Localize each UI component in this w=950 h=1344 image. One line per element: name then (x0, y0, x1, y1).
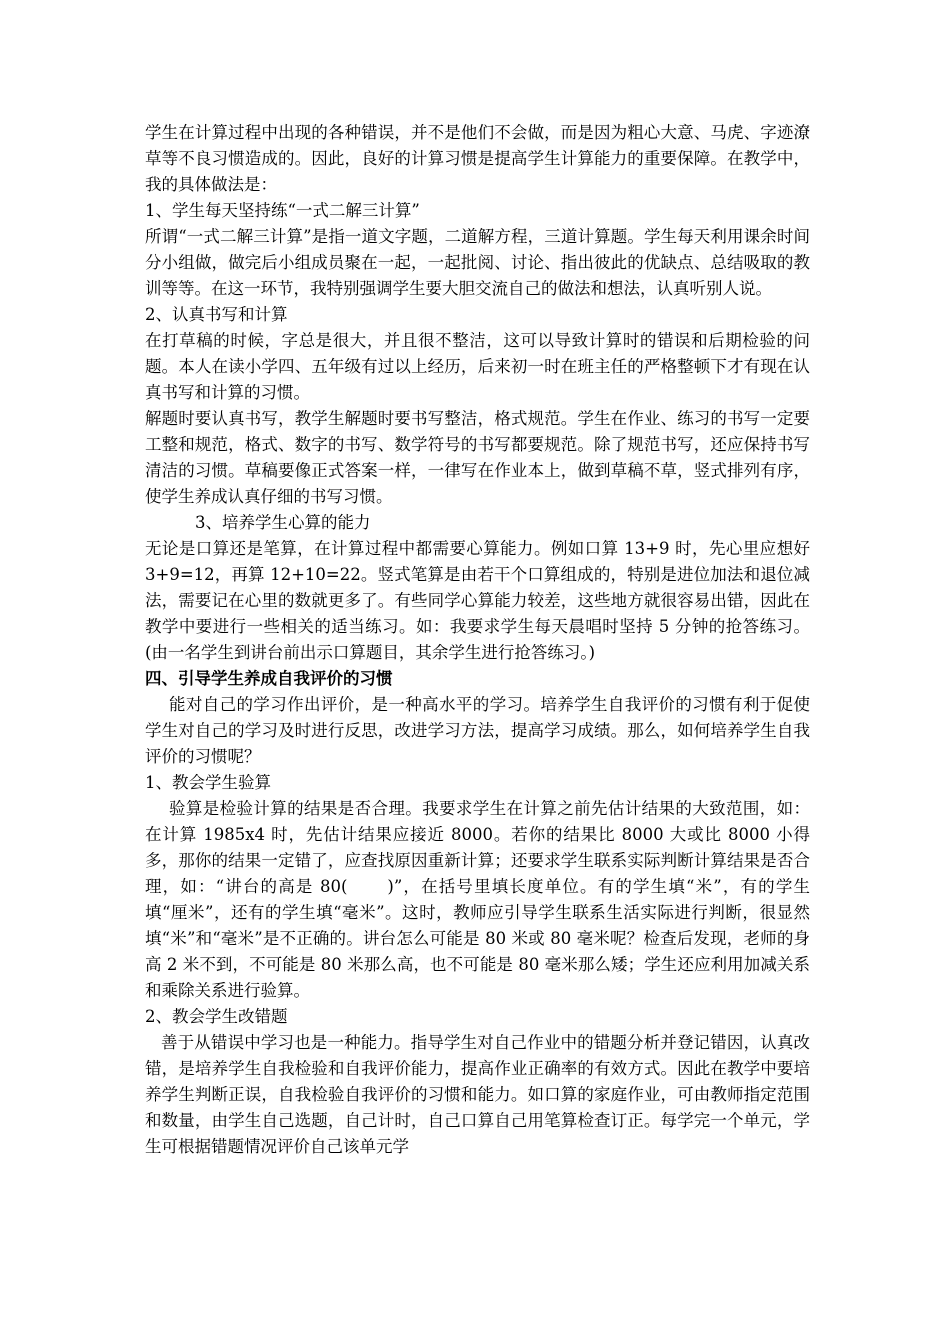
section-heading-self-evaluation: 四、引导学生养成自我评价的习惯 (145, 669, 393, 688)
heading-mental-arithmetic: 3、培养学生心算的能力 (195, 513, 371, 532)
paragraph-drafting-experience: 在打草稿的时候，字总是很大，并且很不整洁，这可以导致计算时的错误和后期检验的问题。本人在读小学四、五年级有过以上经历，后来初一时在班主任的严格整顿下才有现在认真书写和计算的习惯。 (145, 331, 810, 402)
paragraph-teach-checking-part1: 验算是检验计算的结果是否合理。我要求学生在计算之前先估计结果的大致范围，如：在计算 1985x4 时，先估计结果应接近 8000。若你的结果比 8000 大或比 8000 小得多，那你的结果一定错了，应查找原因重新计算；还要求学生联系实际判断计算结果是否合理，如：“讲台的高是 80( (145, 799, 810, 896)
paragraph-teach-checking (145, 796, 810, 1004)
paragraph-teach-checking-part2: )”，在括号里填长度单位。有的学生填“米”，有的学生填“厘米”，还有的学生填“毫米”。这时，教师应引导学生联系生活实际进行判断，很显然填“米”和“毫米”是不正确的。讲台怎么可能是 80 米或 80 毫米呢？检查后发现，老师的身高 2 米不到，不可能是 80 米那么高，也不可能是 80 毫米那么矮；学生还应利用加减关系和乘除关系进行验算。 (145, 877, 810, 1000)
heading-teach-checking: 1、教会学生验算 (145, 773, 271, 792)
heading-daily-practice: 1、学生每天坚持练“一式二解三计算” (145, 201, 420, 220)
heading-careful-writing: 2、认真书写和计算 (145, 305, 288, 324)
document-page (145, 120, 810, 1160)
paragraph-writing-standards: 解题时要认真书写，教学生解题时要书写整洁，格式规范。学生在作业、练习的书写一定要工整和规范，格式、数字的书写、数学符号的书写都要规范。除了规范书写，还应保持书写清洁的习惯。草稿要像正式答案一样，一律写在作业本上，做到草稿不草，竖式排列有序，使学生养成认真仔细的书写习惯。 (145, 409, 810, 506)
heading-correct-mistakes: 2、教会学生改错题 (145, 1007, 288, 1026)
paragraph-correct-mistakes: 善于从错误中学习也是一种能力。指导学生对自己作业中的错题分析并登记错因，认真改错，是培养学生自我检验和自我评价能力，提高作业正确率的有效方式。因此在教学中要培养学生判断正误，自我检验自我评价的习惯和能力。如口算的家庭作业，可由教师指定范围和数量，由学生自己选题，自己计时，自己口算自己用笔算检查订正。每学完一个单元，学生可根据错题情况评价自己该单元学 (145, 1033, 810, 1156)
paragraph-calculation-errors: 学生在计算过程中出现的各种错误，并不是他们不会做，而是因为粗心大意、马虎、字迹潦草等不良习惯造成的。因此，良好的计算习惯是提高学生计算能力的重要保障。在教学中，我的具体做法是： (145, 123, 810, 194)
paragraph-mental-arithmetic: 无论是口算还是笔算，在计算过程中都需要心算能力。例如口算 13+9 时，先心里应想好 3+9=12，再算 12+10=22。竖式笔算是由若干个口算组成的，特别是进位加法和退位减法，需要记在心里的数就更多了。有些同学心算能力较差，这些地方就很容易出错，因此在教学中要进行一些相关的适当练习。如：我要求学生每天晨唱时坚持 5 分钟的抢答练习。(由一名学生到讲台前出示口算题目，其余学生进行抢答练习。) (145, 539, 810, 662)
paragraph-daily-practice: 所谓“一式二解三计算”是指一道文字题，二道解方程，三道计算题。学生每天利用课余时间分小组做，做完后小组成员聚在一起，一起批阅、讨论、指出彼此的优缺点、总结吸取的教训等等。在这一环节，我特别强调学生要大胆交流自己的做法和想法，认真听别人说。 (145, 227, 810, 298)
paragraph-self-evaluation: 能对自己的学习作出评价，是一种高水平的学习。培养学生自我评价的习惯有利于促使学生对自己的学习及时进行反思，改进学习方法，提高学习成绩。那么，如何培养学生自我评价的习惯呢？ (145, 695, 810, 766)
